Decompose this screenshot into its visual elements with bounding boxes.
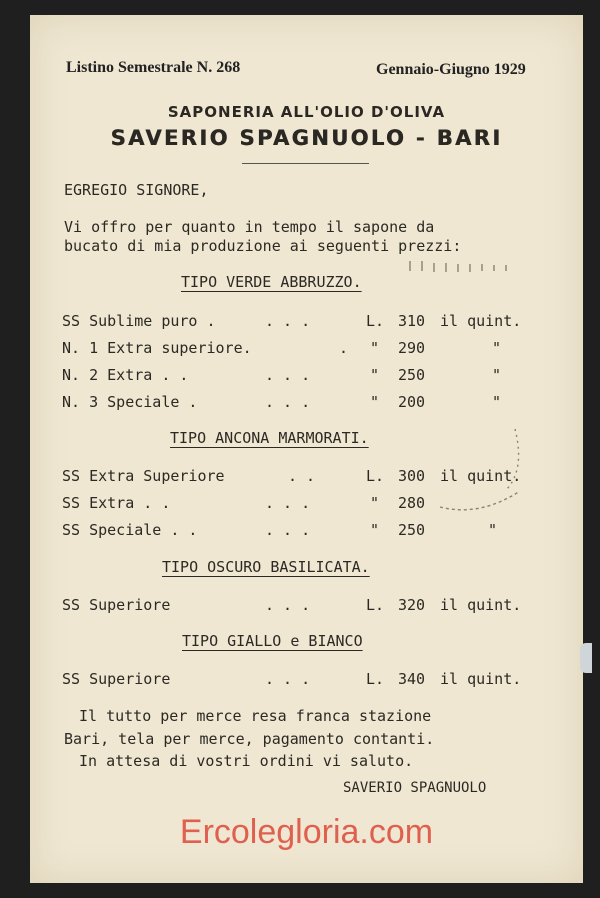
watermark-text: Ercolegloria.com [179, 813, 434, 851]
leader-dots: . . [288, 467, 316, 485]
section-title-verde: TIPO VERDE ABBRUZZO. [181, 273, 362, 291]
listino-number: Listino Semestrale N. 268 [66, 59, 241, 76]
closing-line-1: Il tutto per merce resa franca stazione [79, 707, 432, 725]
product-name: SS Extra . . [62, 494, 171, 512]
leader-dots: . . . [265, 312, 311, 330]
price-mark: " [370, 521, 380, 539]
greeting: EGREGIO SIGNORE, [64, 181, 209, 199]
product-name: SS Extra Superiore [62, 467, 225, 485]
postmark-trace-icon [390, 259, 560, 539]
price-value: 250 [398, 521, 426, 539]
price-unit: " [492, 339, 502, 357]
price-unit: il quint. [440, 670, 522, 688]
product-name: N. 1 Extra superiore. [62, 339, 252, 357]
signature: SAVERIO SPAGNUOLO [343, 780, 487, 796]
leader-dots: . [339, 339, 349, 357]
price-unit: il quint. [440, 596, 522, 614]
company-subtitle: SAPONERIA ALL'OLIO D'OLIVA [167, 103, 446, 121]
price-unit: " [492, 366, 502, 384]
leader-dots: . . . [265, 494, 311, 512]
postcard [30, 15, 583, 883]
section-title-oscuro: TIPO OSCURO BASILICATA. [162, 558, 370, 576]
period-date: Gennaio-Giugno 1929 [376, 61, 526, 78]
price-unit: " [488, 521, 498, 539]
closing-line-2: Bari, tela per merce, pagamento contanti. [64, 730, 435, 748]
price-mark: L. [366, 312, 385, 330]
price-value: 310 [398, 312, 426, 330]
price-value: 250 [398, 366, 426, 384]
price-mark: " [370, 393, 380, 411]
price-value: 300 [398, 467, 426, 485]
price-mark: L. [366, 467, 385, 485]
product-name: SS Speciale . . [62, 521, 198, 539]
price-value: 280 [398, 494, 426, 512]
leader-dots: . . . [265, 670, 311, 688]
leader-dots: . . . [265, 393, 311, 411]
title-divider [242, 163, 369, 164]
price-value: 290 [398, 339, 426, 357]
price-mark: " [370, 366, 380, 384]
leader-dots: . . . [265, 521, 311, 539]
price-mark: L. [366, 670, 385, 688]
price-mark: " [370, 339, 380, 357]
product-name: N. 3 Speciale . [62, 393, 198, 411]
price-mark: " [370, 494, 380, 512]
intro-line-1: Vi offro per quanto in tempo il sapone da [64, 218, 435, 236]
intro-line-2: bucato di mia produzione ai seguenti prezzi: [64, 237, 462, 255]
price-value: 200 [398, 393, 426, 411]
company-name: SAVERIO SPAGNUOLO - BARI [110, 126, 503, 150]
price-value: 340 [398, 670, 426, 688]
section-title-ancona: TIPO ANCONA MARMORATI. [170, 429, 369, 447]
price-unit: il quint. [440, 467, 522, 485]
product-name: SS Sublime puro . [62, 312, 216, 330]
leader-dots: . . . [265, 366, 311, 384]
product-name: SS Superiore [62, 596, 171, 614]
leader-dots: . . . [265, 596, 311, 614]
price-unit: il quint. [440, 312, 522, 330]
price-value: 320 [398, 596, 426, 614]
product-name: SS Superiore [62, 670, 171, 688]
price-unit: " [492, 393, 502, 411]
adjacent-item-edge [580, 643, 592, 673]
price-mark: L. [366, 596, 385, 614]
product-name: N. 2 Extra . . [62, 366, 189, 384]
closing-line-3: In attesa di vostri ordini vi saluto. [79, 752, 414, 770]
section-title-giallo: TIPO GIALLO e BIANCO [182, 632, 363, 650]
